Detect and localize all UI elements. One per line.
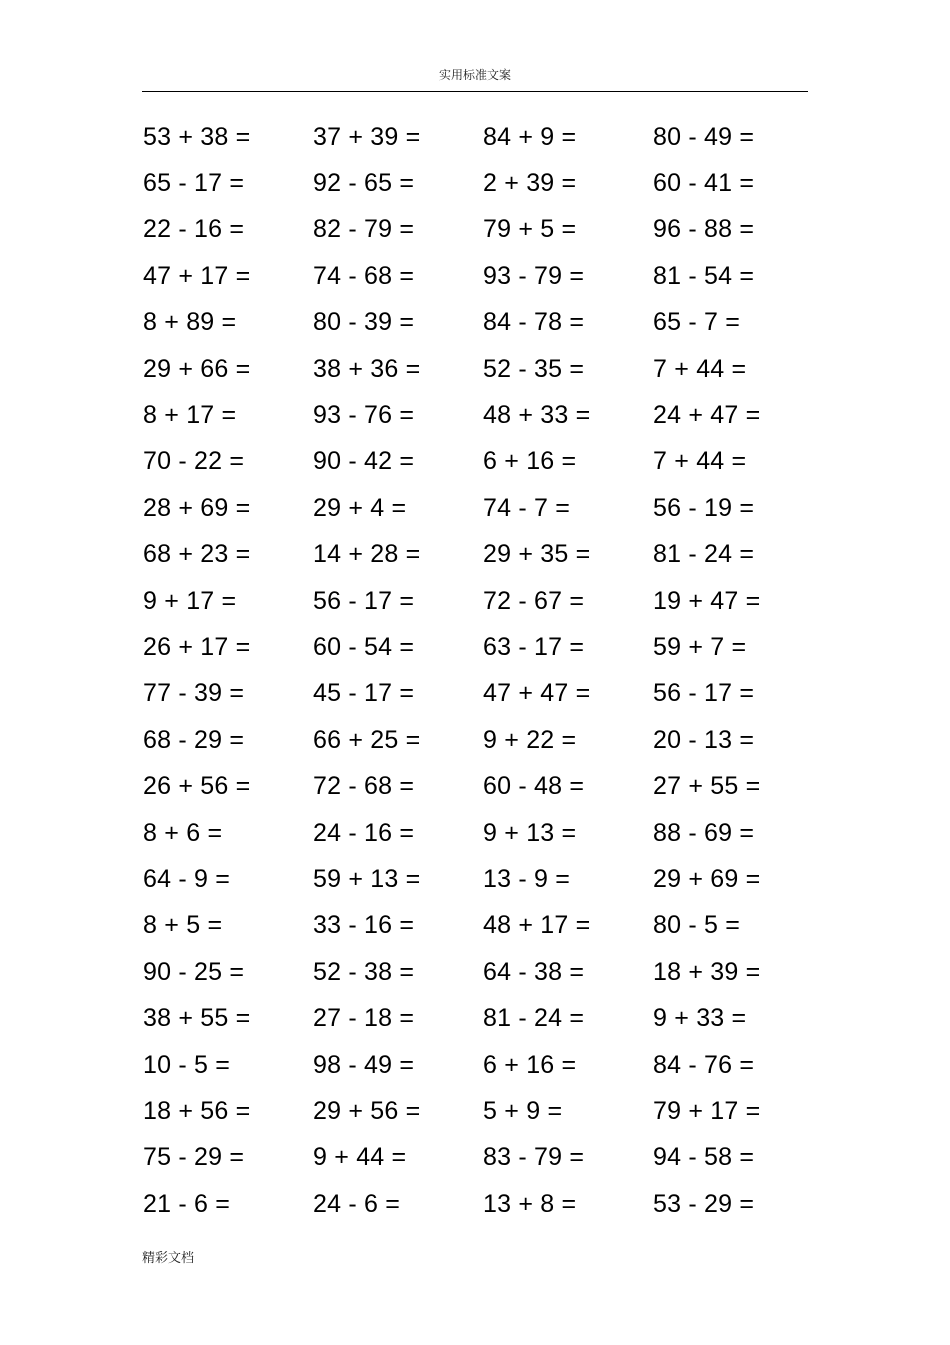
math-problem: 47 + 17 = (143, 261, 251, 290)
math-problem: 26 + 56 = (143, 772, 251, 801)
math-problem: 19 + 47 = (653, 586, 761, 615)
math-problem: 27 + 55 = (653, 772, 761, 801)
math-problem: 81 - 24 = (653, 540, 755, 569)
math-problem: 18 + 56 = (143, 1096, 251, 1125)
math-problem: 81 - 24 = (483, 1004, 585, 1033)
math-problem: 45 - 17 = (313, 679, 415, 708)
math-problem: 80 - 5 = (653, 911, 741, 940)
math-problem: 29 + 4 = (313, 493, 407, 522)
math-problem: 80 - 49 = (653, 122, 755, 151)
problem-row (143, 1042, 823, 1088)
math-problem: 29 + 69 = (653, 864, 761, 893)
math-problem: 9 + 44 = (313, 1143, 407, 1172)
math-problem: 47 + 47 = (483, 679, 591, 708)
math-problem: 6 + 16 = (483, 1050, 577, 1079)
math-problem: 92 - 65 = (313, 169, 415, 198)
header-divider (142, 91, 808, 92)
math-problem: 66 + 25 = (313, 725, 421, 754)
problem-row (143, 439, 823, 485)
math-problem: 18 + 39 = (653, 957, 761, 986)
math-problem: 21 - 6 = (143, 1189, 231, 1218)
problem-grid (143, 114, 823, 1227)
math-problem: 8 + 89 = (143, 308, 237, 337)
math-problem: 9 + 22 = (483, 725, 577, 754)
math-problem: 80 - 39 = (313, 308, 415, 337)
problem-row (143, 300, 823, 346)
math-problem: 64 - 9 = (143, 864, 231, 893)
math-problem: 14 + 28 = (313, 540, 421, 569)
math-problem: 60 - 41 = (653, 169, 755, 198)
math-problem: 24 + 47 = (653, 401, 761, 430)
math-problem: 7 + 44 = (653, 447, 747, 476)
page-header-title: 实用标准文案 (438, 68, 511, 82)
math-problem: 52 - 38 = (313, 957, 415, 986)
problem-row (143, 485, 823, 531)
math-problem: 84 - 76 = (653, 1050, 755, 1079)
math-problem: 77 - 39 = (143, 679, 245, 708)
math-problem: 26 + 17 = (143, 632, 251, 661)
math-problem: 65 - 7 = (653, 308, 741, 337)
math-problem: 7 + 44 = (653, 354, 747, 383)
problem-row (143, 253, 823, 299)
problem-row (143, 624, 823, 670)
math-problem: 72 - 68 = (313, 772, 415, 801)
math-problem: 79 + 17 = (653, 1096, 761, 1125)
math-problem: 5 + 9 = (483, 1096, 563, 1125)
math-problem: 13 - 9 = (483, 864, 571, 893)
math-problem: 88 - 69 = (653, 818, 755, 847)
math-problem: 93 - 76 = (313, 401, 415, 430)
math-problem: 6 + 16 = (483, 447, 577, 476)
math-problem: 65 - 17 = (143, 169, 245, 198)
math-problem: 59 + 7 = (653, 632, 747, 661)
math-problem: 2 + 39 = (483, 169, 577, 198)
problem-row (143, 114, 823, 160)
math-problem: 70 - 22 = (143, 447, 245, 476)
math-problem: 68 + 23 = (143, 540, 251, 569)
math-problem: 38 + 36 = (313, 354, 421, 383)
math-problem: 90 - 42 = (313, 447, 415, 476)
problem-row (143, 1181, 823, 1227)
problem-row (143, 578, 823, 624)
math-problem: 22 - 16 = (143, 215, 245, 244)
problem-row (143, 763, 823, 809)
math-problem: 93 - 79 = (483, 261, 585, 290)
problem-row (143, 810, 823, 856)
math-problem: 79 + 5 = (483, 215, 577, 244)
math-problem: 75 - 29 = (143, 1143, 245, 1172)
problem-row (143, 392, 823, 438)
math-problem: 48 + 33 = (483, 401, 591, 430)
math-problem: 10 - 5 = (143, 1050, 231, 1079)
math-problem: 27 - 18 = (313, 1004, 415, 1033)
math-problem: 48 + 17 = (483, 911, 591, 940)
problem-row (143, 903, 823, 949)
math-problem: 24 - 6 = (313, 1189, 401, 1218)
page-footer-label: 精彩文档 (142, 1251, 195, 1266)
problem-row (143, 1135, 823, 1181)
math-problem: 60 - 48 = (483, 772, 585, 801)
math-problem: 33 - 16 = (313, 911, 415, 940)
problem-row (143, 949, 823, 995)
math-problem: 68 - 29 = (143, 725, 245, 754)
math-problem: 13 + 8 = (483, 1189, 577, 1218)
math-problem: 9 + 17 = (143, 586, 237, 615)
math-problem: 82 - 79 = (313, 215, 415, 244)
problem-row (143, 207, 823, 253)
math-problem: 20 - 13 = (653, 725, 755, 754)
math-problem: 94 - 58 = (653, 1143, 755, 1172)
math-problem: 81 - 54 = (653, 261, 755, 290)
math-problem: 29 + 56 = (313, 1096, 421, 1125)
math-problem: 8 + 6 = (143, 818, 223, 847)
math-problem: 8 + 17 = (143, 401, 237, 430)
math-problem: 29 + 66 = (143, 354, 251, 383)
math-problem: 37 + 39 = (313, 122, 421, 151)
math-problem: 53 + 38 = (143, 122, 251, 151)
math-problem: 96 - 88 = (653, 215, 755, 244)
math-problem: 98 - 49 = (313, 1050, 415, 1079)
problem-row (143, 532, 823, 578)
problem-row (143, 717, 823, 763)
problem-row (143, 160, 823, 206)
math-problem: 83 - 79 = (483, 1143, 585, 1172)
math-problem: 59 + 13 = (313, 864, 421, 893)
math-problem: 29 + 35 = (483, 540, 591, 569)
math-problem: 56 - 17 = (313, 586, 415, 615)
math-problem: 74 - 68 = (313, 261, 415, 290)
math-problem: 60 - 54 = (313, 632, 415, 661)
math-problem: 8 + 5 = (143, 911, 223, 940)
problem-row (143, 995, 823, 1041)
math-problem: 53 - 29 = (653, 1189, 755, 1218)
math-problem: 84 + 9 = (483, 122, 577, 151)
math-problem: 74 - 7 = (483, 493, 571, 522)
math-problem: 84 - 78 = (483, 308, 585, 337)
problem-row (143, 1088, 823, 1134)
math-problem: 52 - 35 = (483, 354, 585, 383)
math-problem: 56 - 17 = (653, 679, 755, 708)
math-problem: 9 + 33 = (653, 1004, 747, 1033)
problem-row (143, 671, 823, 717)
problem-row (143, 346, 823, 392)
math-problem: 90 - 25 = (143, 957, 245, 986)
math-problem: 28 + 69 = (143, 493, 251, 522)
math-problem: 38 + 55 = (143, 1004, 251, 1033)
math-problem: 72 - 67 = (483, 586, 585, 615)
problem-row (143, 856, 823, 902)
math-problem: 64 - 38 = (483, 957, 585, 986)
math-problem: 63 - 17 = (483, 632, 585, 661)
math-problem: 9 + 13 = (483, 818, 577, 847)
math-problem: 56 - 19 = (653, 493, 755, 522)
math-problem: 24 - 16 = (313, 818, 415, 847)
